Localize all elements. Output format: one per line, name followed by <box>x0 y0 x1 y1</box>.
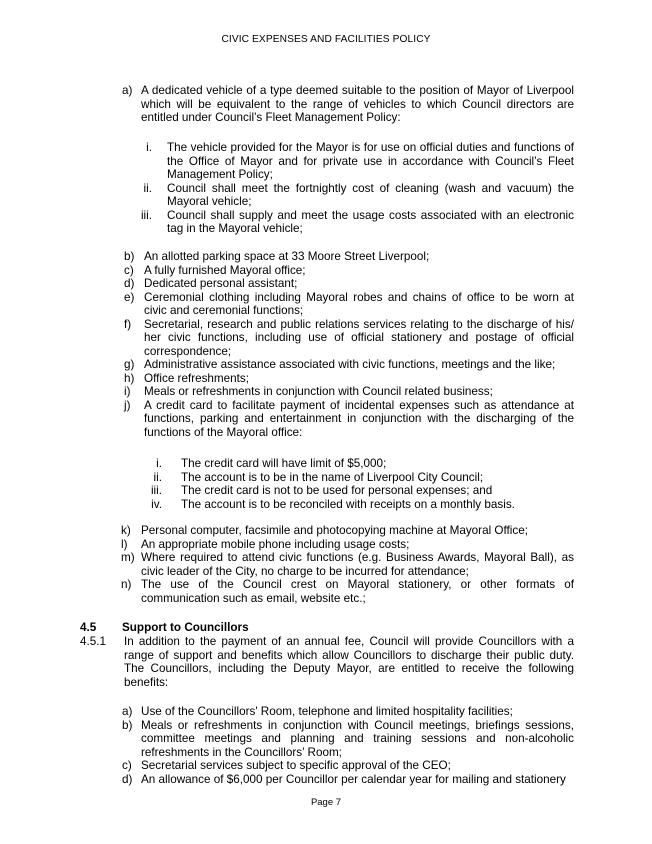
list-item <box>124 250 574 264</box>
list-item <box>122 719 574 760</box>
list-item <box>122 759 574 773</box>
list-text: Administrative assistance associated with civic functions, meetings and the like; <box>144 358 556 371</box>
list-text: Personal computer, facsimile and photocopying machine at Mayoral Office; <box>141 524 528 537</box>
sub-list-label: iii. <box>140 208 152 222</box>
sub-list-item <box>140 471 574 485</box>
sub-list-label: ii. <box>143 181 152 195</box>
list-text: Secretarial, research and public relations services relating to the discharge of his/ her civic functions, including use of official stationery and postage of official correspondence; <box>144 317 574 358</box>
list-label: c) <box>124 263 134 277</box>
list-text: An appropriate mobile phone including usage costs; <box>141 537 410 551</box>
sub-list-label: iii. <box>150 484 162 497</box>
sub-list-vehicle <box>130 141 574 236</box>
sub-list-label: ii. <box>153 470 162 484</box>
sub-list-label: i. <box>156 457 162 470</box>
list-text: The use of the Council crest on Mayoral stationery, or other formats of communication such as email, website etc.; <box>141 578 574 605</box>
sub-list-credit-card <box>140 457 574 511</box>
sub-list-label: iv. <box>151 497 162 511</box>
list-item <box>121 538 574 552</box>
list-item <box>122 773 574 787</box>
sub-list-text: The credit card will have limit of $5,000; <box>181 457 387 470</box>
list-label: l) <box>121 537 128 551</box>
list-b-to-j <box>124 250 574 439</box>
section-title: Support to Councillors <box>122 621 249 634</box>
list-text: Office refreshments; <box>144 371 250 385</box>
list-item-a <box>122 84 574 125</box>
list-text: An allotted parking space at 33 Moore Street Liverpool; <box>144 250 430 263</box>
councillor-benefits-list <box>122 705 574 786</box>
list-label: i) <box>124 385 131 398</box>
sub-list-item <box>130 209 574 236</box>
list-label: m) <box>121 551 135 564</box>
list-label: a) <box>122 705 133 718</box>
list-item <box>124 358 574 372</box>
list-item <box>121 524 574 538</box>
list-label: e) <box>124 290 135 304</box>
sub-list-text: The account is to be reconciled with receipts on a monthly basis. <box>181 497 515 511</box>
list-text: Secretarial services subject to specific approval of the CEO; <box>141 759 451 772</box>
list-label: b) <box>124 250 135 263</box>
list-text: Meals or refreshments in conjunction with Council meetings, briefings sessions, committee meetings and planning and training sessions and non-alcoholic refreshments in the Councillors’ Room; <box>141 718 574 759</box>
list-item <box>124 372 574 386</box>
list-item <box>121 578 574 605</box>
sub-list-item <box>130 141 574 182</box>
list-label: h) <box>124 371 135 385</box>
list-label: j) <box>124 398 131 412</box>
list-label: k) <box>121 524 131 537</box>
list-text: A fully furnished Mayoral office; <box>144 263 306 277</box>
list-text: A dedicated vehicle of a type deemed suitable to the position of Mayor of Liverpool which will be equivalent to the range of vehicles to which Council directors are entitled under Council’s Fleet Management Policy: <box>141 84 574 124</box>
list-text: Meals or refreshments in conjunction with Council related business; <box>144 385 493 398</box>
list-text: Ceremonial clothing including Mayoral robes and chains of office to be worn at civic and ceremonial functions; <box>144 290 574 317</box>
list-label: d) <box>124 277 135 290</box>
list-text: An allowance of $6,000 per Councillor per calendar year for mailing and stationery <box>141 772 566 786</box>
list-item <box>124 399 574 440</box>
subsection-number: 4.5.1 <box>80 635 106 648</box>
list-text: Dedicated personal assistant; <box>144 277 298 290</box>
subsection-intro: In addition to the payment of an annual fee, Council will provide Councillors with a range of support and benefits which allow Councillors to discharge their public duty. The Councillors, including the Deputy Mayor, are entitled to receive the following benefits: <box>124 635 574 689</box>
list-item <box>124 385 574 399</box>
list-k-to-n <box>121 524 574 605</box>
list-text: Where required to attend civic functions (e.g. Business Awards, Mayoral Ball), as civic leader of the City, no charge to be incurred for attendance; <box>141 551 574 578</box>
list-item <box>121 551 574 578</box>
list-item <box>122 705 574 719</box>
sub-list-text: Council shall meet the fortnightly cost of cleaning (wash and vacuum) the Mayoral vehicle; <box>167 181 574 208</box>
sub-list-item <box>140 457 574 471</box>
list-label: b) <box>122 718 133 732</box>
section-number: 4.5 <box>80 621 97 634</box>
sub-list-text: The account is to be in the name of Liverpool City Council; <box>181 470 484 484</box>
sub-list-item <box>140 498 574 512</box>
page-header: CIVIC EXPENSES AND FACILITIES POLICY <box>221 34 431 45</box>
list-label: d) <box>122 772 133 786</box>
sub-list-text: The credit card is not to be used for personal expenses; and <box>181 484 493 497</box>
sub-list-text: Council shall supply and meet the usage costs associated with an electronic tag in the Mayoral vehicle; <box>167 208 574 235</box>
page-number: Page 7 <box>310 797 342 808</box>
list-item <box>124 291 574 318</box>
list-label: f) <box>124 317 132 331</box>
list-label: n) <box>121 578 132 591</box>
list-text: Use of the Councillors' Room, telephone and limited hospitality facilities; <box>141 705 513 718</box>
list-item <box>124 264 574 278</box>
sub-list-text: The vehicle provided for the Mayor is for use on official duties and functions of the Office of Mayor and for private use in accordance with Council’s Fleet Management Policy; <box>167 141 574 181</box>
list-item <box>124 277 574 291</box>
list-label: a) <box>122 84 133 97</box>
sub-list-label: i. <box>146 141 152 154</box>
list-label: g) <box>124 358 135 371</box>
list-item <box>124 318 574 359</box>
sub-list-item <box>140 484 574 498</box>
list-label: c) <box>122 759 132 772</box>
sub-list-item <box>130 182 574 209</box>
list-text: A credit card to facilitate payment of incidental expenses such as attendance at functions, parking and entertainment in conjunction with the discharging of the functions of the Mayoral office: <box>144 398 574 439</box>
